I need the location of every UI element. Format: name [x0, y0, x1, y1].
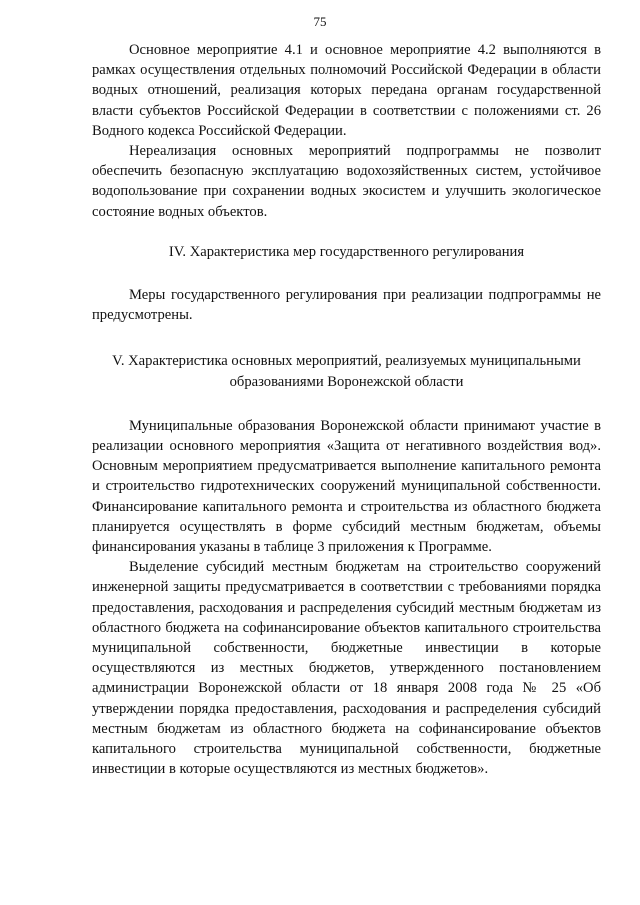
document-body	[92, 40, 601, 780]
paragraph-regulation-measures: Меры государственного регулирования при реализации подпрограммы не предусмотрены.	[92, 287, 601, 324]
section-heading-iv: IV. Характеристика мер государственного регулирования	[168, 243, 525, 260]
section-heading-v-line1: V. Характеристика основных мероприятий, реализуемых муниципальными	[112, 353, 581, 370]
paragraph-municipal-participation: Муниципальные образования Воронежской области принимают участие в реализации основного мероприятия «Защита от негативного воздействия вод». Основным мероприятием предусматривается выполнение капитального ремонта и строительство гидротехнических сооружений муниципальной собственности. Финансирование капитального ремонта и строительства из областного бюджета планируется осуществлять в форме субсидий местным бюджетам, объемы финансирования указаны в таблице 3 приложения к Программе.	[92, 417, 601, 556]
paragraph-activities-4-1-4-2: Основное мероприятие 4.1 и основное мероприятие 4.2 выполняются в рамках осуществления отдельных полномочий Российской Федерации в области водных отношений, реализация которых передана органам государственной власти субъектов Российской Федерации в соответствии с положениями ст. 26 Водного кодекса Российской Федерации.	[92, 42, 601, 139]
paragraph-non-implementation: Нереализация основных мероприятий подпрограммы не позволит обеспечить безопасную эксплуатацию водохозяйственных систем, устойчивое водопользование при сохранении водных экосистем и улучшить экологическое состояние водных объектов.	[92, 143, 601, 220]
section-heading-v-line2: образованиями Воронежской области	[229, 373, 464, 390]
section-heading-v	[92, 351, 601, 391]
paragraph-subsidies-allocation: Выделение субсидий местным бюджетам на строительство сооружений инженерной защиты предусматривается в соответствии с требованиями порядка предоставления, расходования и распределения субсидий местным бюджетам из областного бюджета на софинансирование объектов капитального строительства муниципальной собственности, бюджетные инвестиции в которые осуществляются из местных бюджетов, утвержденного постановлением администрации Воронежской области от 18 января 2008 года № 25 «Об утверждении порядка предоставления, расходования и распределения субсидий местным бюджетам из областного бюджета на софинансирование объектов капитального строительства муниципальной собственности, бюджетные инвестиции в которые осуществляются из местных бюджетов».	[92, 559, 601, 778]
page-number: 75	[313, 14, 327, 29]
